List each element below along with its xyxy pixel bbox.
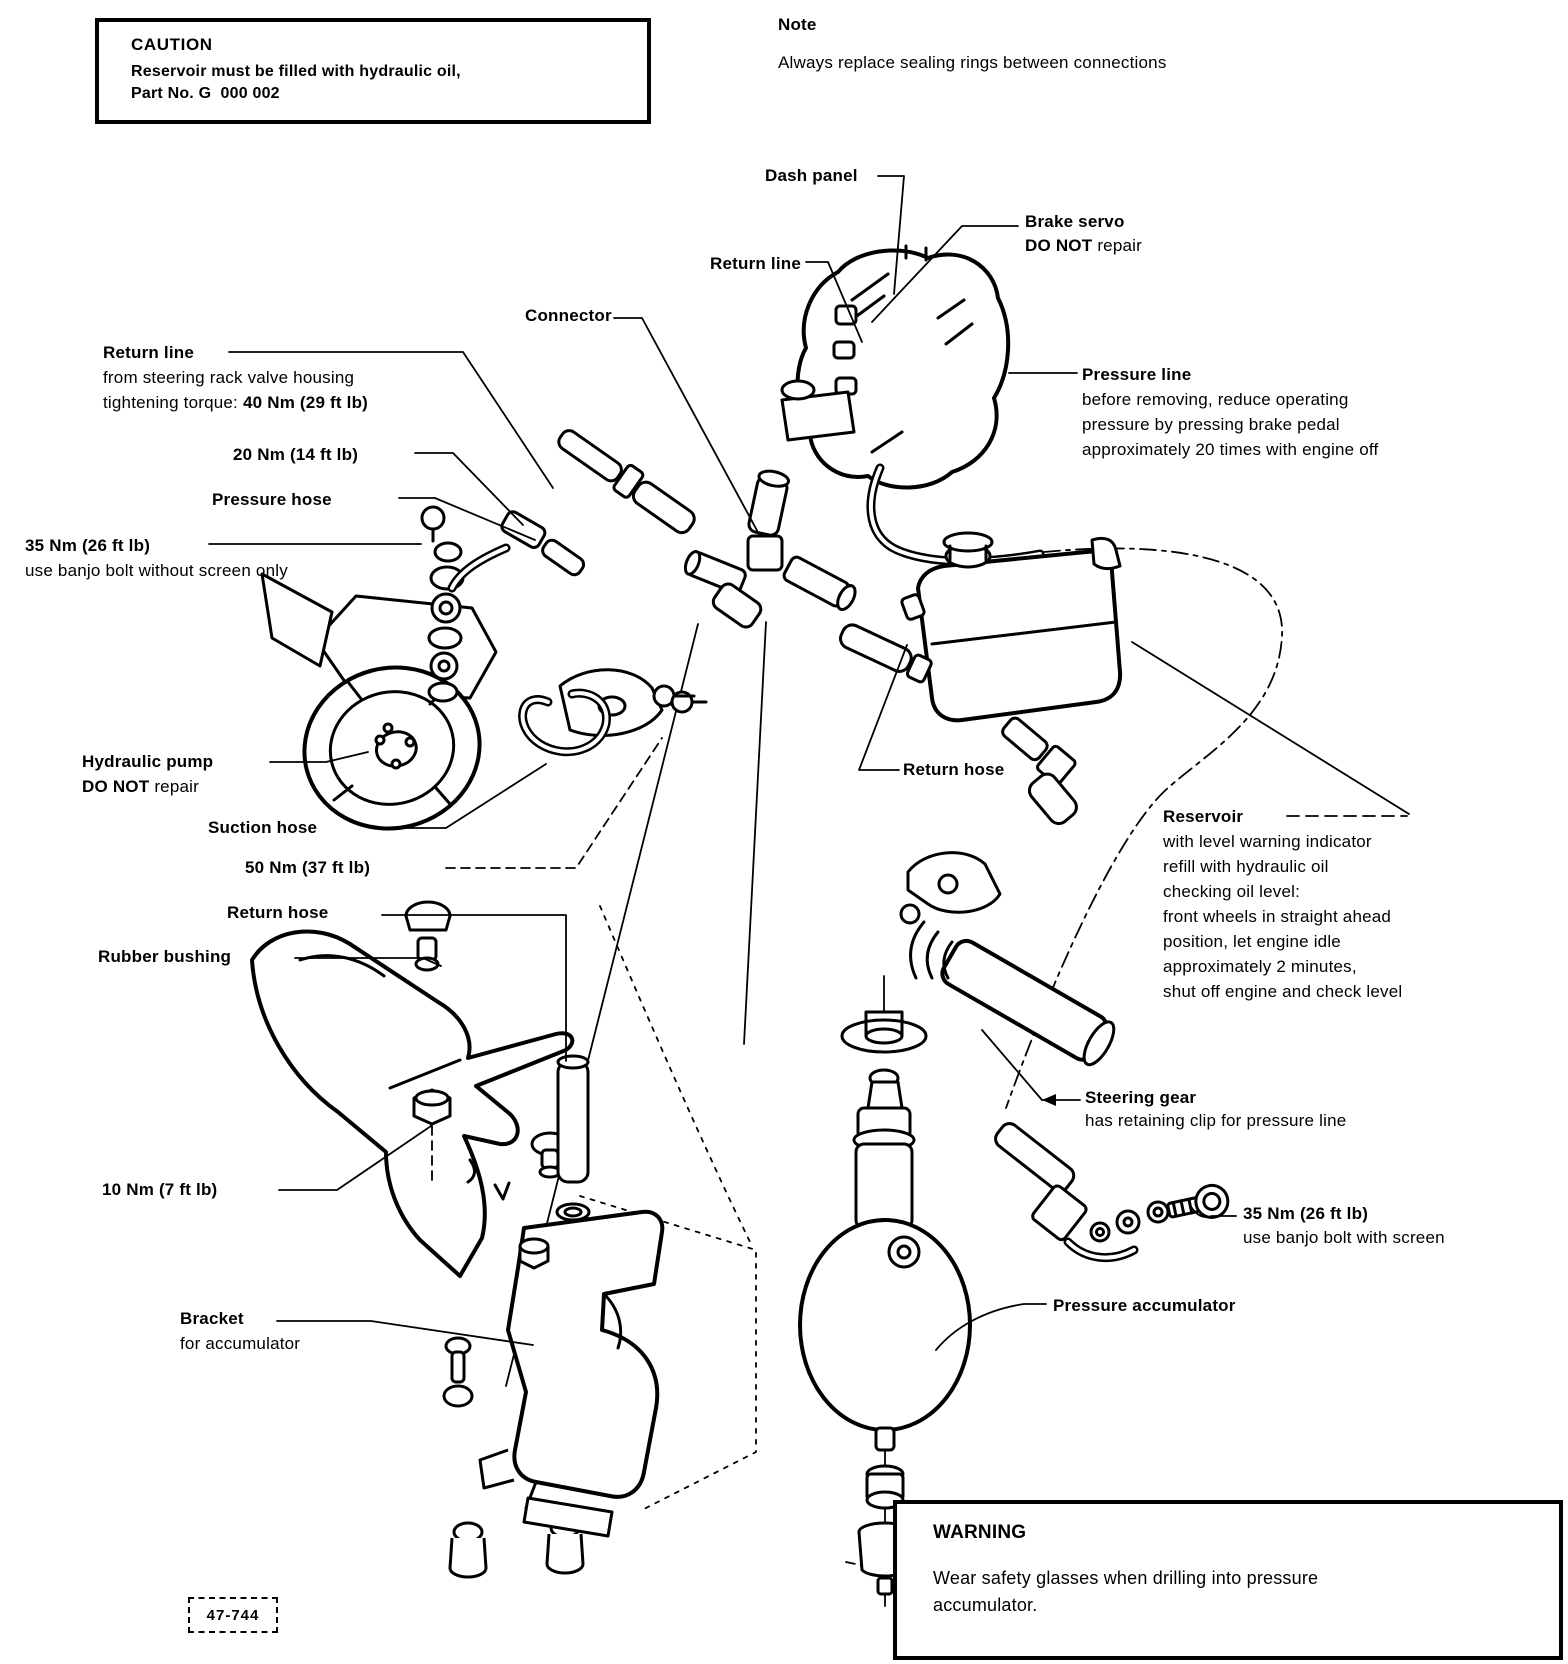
reservoir-art: [837, 533, 1120, 828]
label-pressure-hose: Pressure hose: [212, 490, 332, 509]
caution-line2: Part No. G 000 002: [131, 85, 280, 102]
note-title: Note: [778, 15, 817, 34]
leader-steering-gear-arrow: [1042, 1094, 1056, 1106]
label-reservoir: Reservoir with level warning indicator refill with hydraulic oil checking oil level: front wheels in straight ahead position, let engine idle approximately 2 minutes, shut off engine and check level: [1163, 807, 1403, 1001]
label-pressure-line: Pressure line before removing, reduce operating pressure by pressing brake pedal approximately 20 times with engine off: [1082, 365, 1379, 459]
caution-title: CAUTION: [131, 35, 213, 54]
return-line-stub-art: [540, 537, 586, 577]
label-return-hose-left: Return hose: [227, 903, 329, 922]
figure-number-box: 47-744: [188, 1597, 278, 1633]
suction-hose-art: [523, 670, 706, 752]
label-torque-20: 20 Nm (14 ft lb): [233, 445, 359, 464]
return-line-art: [553, 423, 700, 538]
label-return-line-top: Return line: [710, 254, 801, 273]
leader-bracket: [277, 1321, 533, 1345]
label-steering-gear: Steering gear has retaining clip for pressure line: [1085, 1088, 1347, 1130]
label-brake-servo: Brake servo DO NOT repair: [1025, 212, 1142, 255]
warning-title: WARNING: [933, 1522, 1027, 1543]
caution-line1: Reservoir must be filled with hydraulic oil,: [131, 63, 461, 80]
hydraulic-pump-art: [262, 507, 547, 847]
label-banjo-left: 35 Nm (26 ft lb) use banjo bolt without screen only: [25, 536, 288, 580]
note-text: Always replace sealing rings between connections: [778, 53, 1167, 72]
label-return-line-left: Return line from steering rack valve housing tightening torque: 40 Nm (29 ft lb): [103, 343, 369, 412]
subframe-art: [252, 931, 572, 1276]
label-hydraulic-pump: Hydraulic pump DO NOT repair: [82, 752, 214, 796]
leader-reservoir: [1132, 642, 1409, 814]
connector-art: [683, 469, 859, 630]
label-torque-50: 50 Nm (37 ft lb): [245, 858, 371, 877]
label-rubber-bushing: Rubber bushing: [98, 947, 232, 966]
label-suction-hose: Suction hose: [208, 818, 318, 837]
label-banjo-right: 35 Nm (26 ft lb) use banjo bolt with screen: [1243, 1204, 1445, 1247]
label-torque-10: 10 Nm (7 ft lb): [102, 1180, 218, 1199]
label-return-hose-mid: Return hose: [903, 760, 1005, 779]
label-dash-panel: Dash panel: [765, 166, 858, 185]
accumulator-bracket-art: [480, 1212, 662, 1536]
label-bracket: Bracket for accumulator: [180, 1309, 301, 1353]
warning-box: [893, 1500, 1563, 1660]
caution-box: [95, 18, 651, 124]
label-pressure-accumulator: Pressure accumulator: [1053, 1296, 1236, 1315]
warning-line2: accumulator.: [933, 1595, 1038, 1615]
warning-line1: Wear safety glasses when drilling into pressure: [933, 1568, 1319, 1588]
label-connector: Connector: [525, 306, 612, 325]
